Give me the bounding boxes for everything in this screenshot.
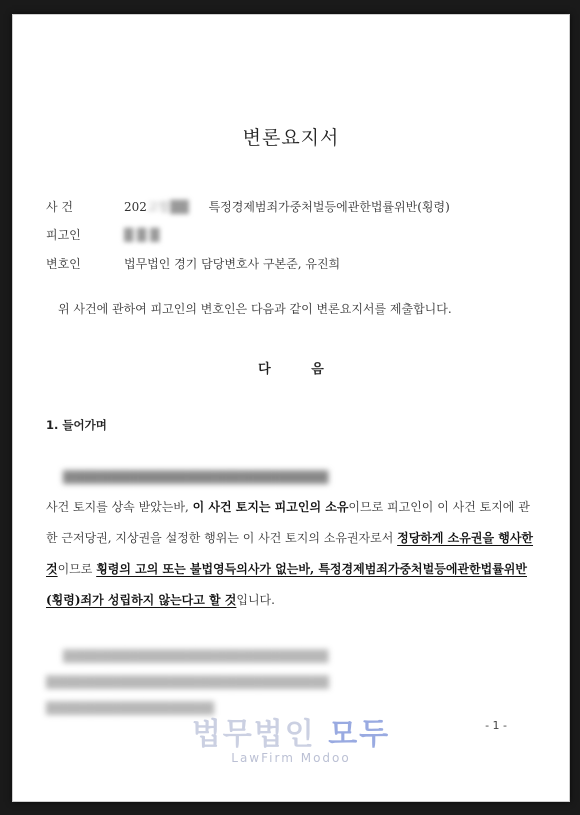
para-text-1: 사건 토지를 상속 받았는바,: [46, 500, 193, 514]
para-text-2: 이므로 피고인이 이 사건 토지에 관한 근저당권, 지상권을 설정한 행위는 이 사건 토지의 소유권자로서: [46, 500, 530, 545]
case-number-prefix: 202: [124, 200, 147, 214]
document-page: [12, 14, 570, 802]
counsel-label: 변호인: [46, 257, 81, 271]
para-bold-underline-2: 횡령의 고의 또는 불법영득의사가 없는바, 특정경제범죄가중처벌등에관한법률위반(횡령)죄가 성립하지 않는다고 할 것: [46, 562, 527, 607]
case-label: 사 건: [46, 200, 73, 214]
para-bold-1: 이 사건 토지는 피고인의 소유: [192, 500, 349, 514]
para-text-4: 입니다.: [236, 593, 275, 607]
intro-text: 위 사건에 관하여 피고인의 변호인은 다음과 같이 변론요지서를 제출합니다.: [58, 302, 452, 316]
redacted-line: ██████████████████████████████: [63, 470, 329, 484]
para-text-3: 이므로: [57, 562, 97, 576]
case-row: [46, 198, 450, 215]
watermark-main-a: 법무법인: [191, 717, 316, 752]
counsel-value: 법무법인 경기 담당변호사 구본준, 유진희: [124, 257, 341, 271]
section-1-title: 1. 들어가며: [46, 418, 107, 432]
defendant-label: 피고인: [46, 228, 81, 242]
counsel-row: [46, 255, 340, 272]
body-paragraph: [46, 492, 541, 616]
page-number: - 1 -: [485, 719, 507, 732]
case-name: 특정경제범죄가중처벌등에관한법률위반(횡령): [208, 200, 450, 214]
watermark-logo: [13, 709, 569, 765]
defendant-name-redacted: █ █ █: [124, 228, 160, 242]
document-title: 변론요지서: [242, 127, 340, 149]
redacted-line-2: ██████████████████████████████: [63, 649, 329, 663]
case-number-blurred: 고합: [146, 200, 171, 214]
redacted-case-number: ██: [170, 200, 189, 214]
watermark-main-b: 모두: [328, 717, 391, 752]
para-bold-underline-1: 정당하게 소유권을 행사한 것: [46, 531, 534, 576]
section-heading: 다 음: [258, 362, 342, 377]
redacted-line-4: ███████████████████: [46, 701, 215, 715]
defendant-row: [46, 226, 159, 243]
watermark-sub: LawFirm Modoo: [231, 751, 351, 765]
redacted-line-3: ████████████████████████████████: [46, 675, 330, 689]
